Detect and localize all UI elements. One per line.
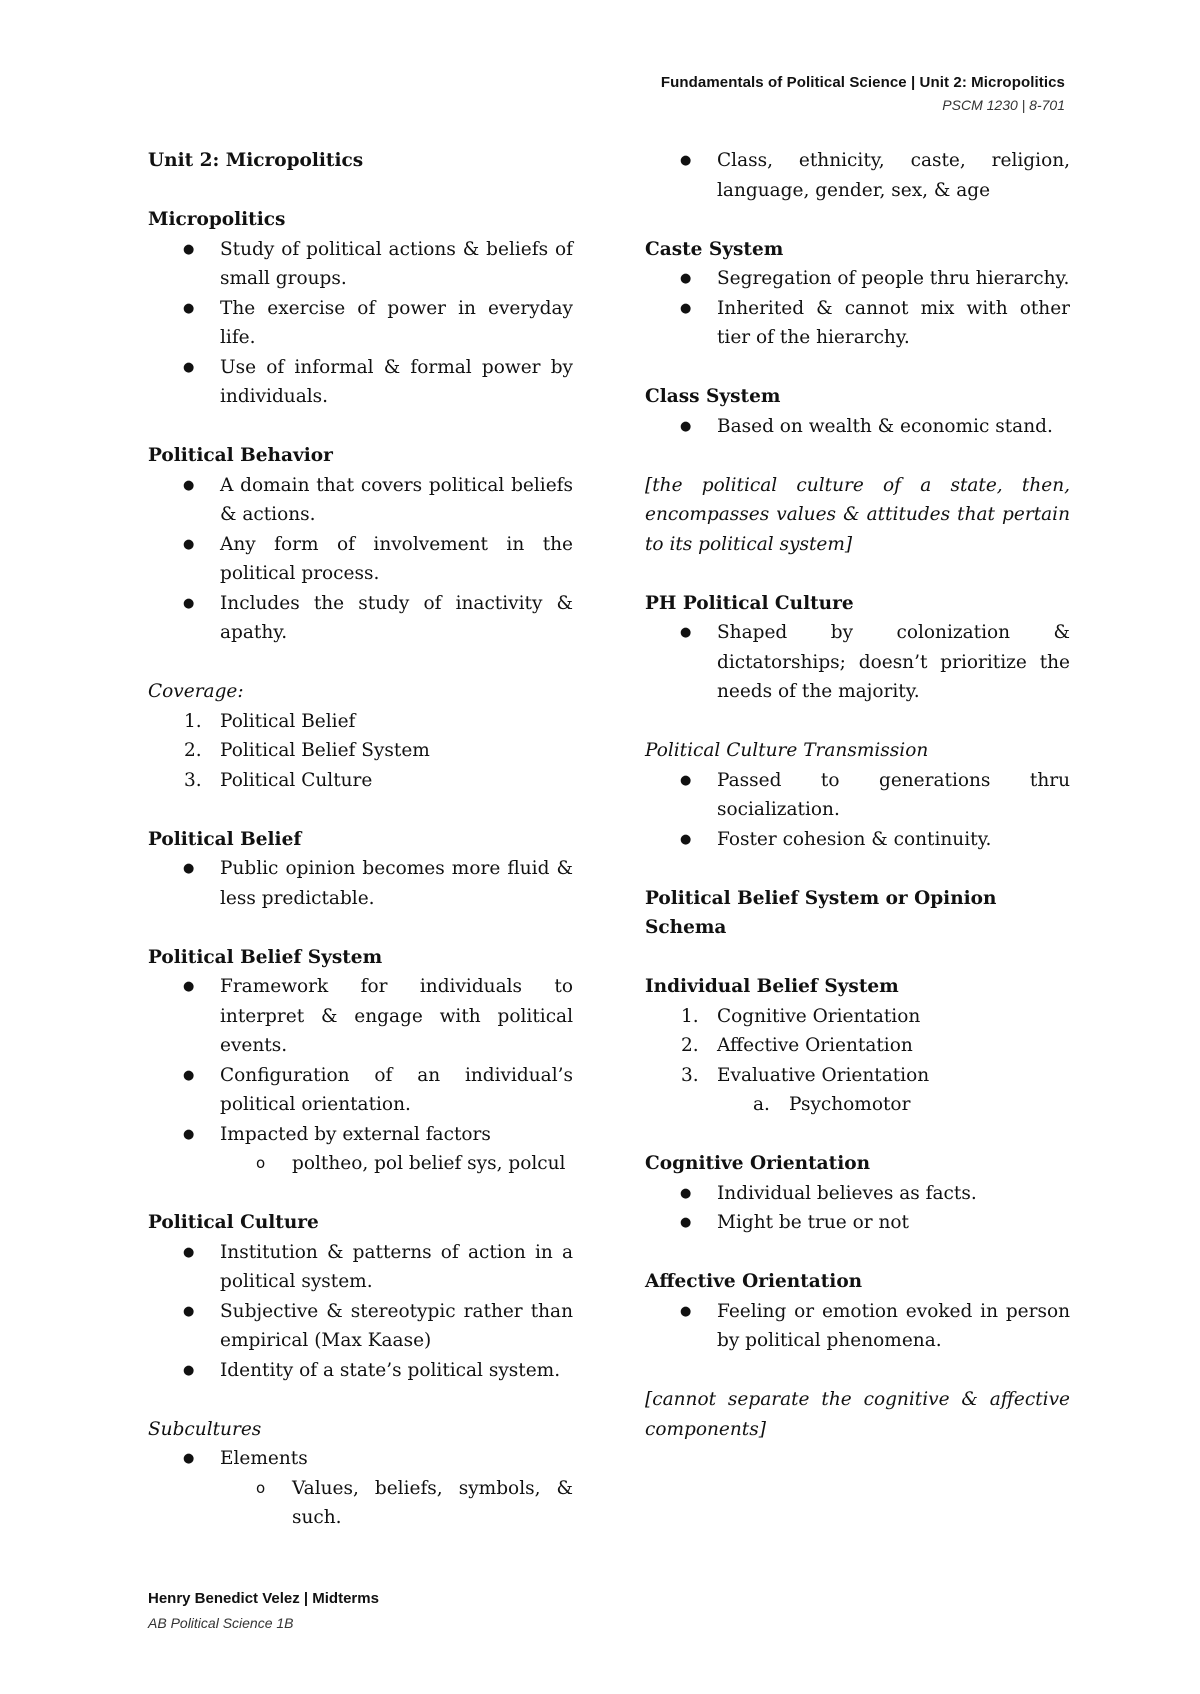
unit-title: Unit 2: Micropolitics <box>148 150 364 171</box>
right-column <box>645 146 1070 1444</box>
list-item: ● Segregation of people thru hierarchy. <box>645 264 1070 294</box>
list-text: Affective Orientation <box>717 1035 913 1056</box>
course-code: PSCM 1230 | 8-701 <box>942 97 1065 113</box>
author-line: Henry Benedict Velez | Midterms <box>148 1590 379 1607</box>
list-item: ● Subjective & stereotypic rather than empirical (Max Kaase) <box>148 1297 573 1356</box>
list-number: 3. <box>184 769 202 791</box>
heading-micropolitics: Micropolitics <box>148 209 286 230</box>
list-item: ● Feeling or emotion evoked in person by political phenomena. <box>645 1297 1070 1356</box>
sub-list-item: o Values, beliefs, symbols, & such. <box>148 1474 573 1533</box>
list-text: Cognitive Orientation <box>717 1005 921 1027</box>
belief-system-list <box>148 972 573 1149</box>
list-item: ● Class, ethnicity, caste, religion, language, gender, sex, & age <box>645 146 1070 205</box>
list-item: ● Based on wealth & economic stand. <box>645 412 1070 442</box>
program-line: AB Political Science 1B <box>148 1615 294 1631</box>
list-number: 3. <box>681 1064 699 1086</box>
heading-opinion-schema: Political Belief System or Opinion Schema <box>645 887 997 938</box>
class-list <box>645 412 1070 442</box>
list-text: Political Culture <box>220 769 373 791</box>
heading-affective-orientation: Affective Orientation <box>645 1271 863 1292</box>
heading-political-behavior: Political Behavior <box>148 445 333 466</box>
page-footer <box>148 1590 379 1631</box>
list-item <box>645 1002 1070 1032</box>
culture-list <box>148 1238 573 1386</box>
heading-caste-system: Caste System <box>645 238 784 260</box>
list-number: 1. <box>681 1005 699 1027</box>
list-item <box>148 766 573 796</box>
note-political-culture: [the political culture of a state, then, encompasses values & attitudes that pertain to its political system] <box>645 474 1070 555</box>
list-item: ● Individual believes as facts. <box>645 1179 1070 1209</box>
list-item: ● Identity of a state’s political system. <box>148 1356 573 1386</box>
list-item: ● The exercise of power in everyday life. <box>148 294 573 353</box>
coverage-label: Coverage: <box>148 681 244 702</box>
page-header <box>661 74 1065 113</box>
individual-belief-list <box>645 1002 1070 1091</box>
list-item <box>645 1061 1070 1091</box>
affective-list <box>645 1297 1070 1356</box>
heading-political-belief: Political Belief <box>148 828 302 850</box>
list-item: ● Institution & patterns of action in a political system. <box>148 1238 573 1297</box>
list-item: ● Shaped by colonization & dictatorships; doesn’t prioritize the needs of the majority. <box>645 618 1070 707</box>
list-item: ● Impacted by external factors <box>148 1120 573 1150</box>
transmission-list <box>645 766 1070 855</box>
coverage-list <box>148 707 573 796</box>
behavior-list <box>148 471 573 648</box>
sub-list-item: o poltheo, pol belief sys, polcul <box>148 1149 573 1179</box>
list-item: ● Includes the study of inactivity & apathy. <box>148 589 573 648</box>
heading-individual-belief-system: Individual Belief System <box>645 976 899 997</box>
list-item: ● Any form of involvement in the political process. <box>148 530 573 589</box>
course-title: Fundamentals of Political Science | Unit 2: Micropolitics <box>660 74 1065 91</box>
list-number: 2. <box>681 1035 699 1056</box>
left-column <box>148 146 573 1533</box>
belief-list <box>148 854 573 913</box>
list-text: Political Belief <box>220 710 356 732</box>
note-cognitive-affective: [cannot separate the cognitive & affective components] <box>645 1389 1070 1440</box>
list-item: ● Study of political actions & beliefs of small groups. <box>148 235 573 294</box>
subcultures-label: Subcultures <box>148 1418 262 1440</box>
list-item: ● Might be true or not <box>645 1208 1070 1238</box>
list-text: Evaluative Orientation <box>717 1064 930 1086</box>
list-item <box>148 707 573 737</box>
list-text: Psychomotor <box>789 1094 911 1115</box>
list-number: 2. <box>184 740 202 761</box>
list-item: ● Passed to generations thru socialization. <box>645 766 1070 825</box>
list-letter: a. <box>753 1094 770 1115</box>
sub-list-item <box>645 1090 1070 1120</box>
subcultures-continued-list <box>645 146 1070 205</box>
heading-cognitive-orientation: Cognitive Orientation <box>645 1153 871 1174</box>
list-item: ● Foster cohesion & continuity. <box>645 825 1070 855</box>
list-item: ● Configuration of an individual’s political orientation. <box>148 1061 573 1120</box>
list-item: ● Inherited & cannot mix with other tier of the hierarchy. <box>645 294 1070 353</box>
heading-ph-political-culture: PH Political Culture <box>645 592 854 614</box>
list-item <box>645 1031 1070 1061</box>
heading-political-culture: Political Culture <box>148 1212 319 1233</box>
belief-system-sublist <box>148 1149 573 1179</box>
heading-political-belief-system: Political Belief System <box>148 946 383 968</box>
individual-belief-sublist <box>645 1090 1070 1120</box>
list-item: ● A domain that covers political beliefs & actions. <box>148 471 573 530</box>
transmission-label: Political Culture Transmission <box>645 740 929 761</box>
cognitive-list <box>645 1179 1070 1238</box>
list-item: ● Framework for individuals to interpret & engage with political events. <box>148 972 573 1061</box>
list-item: ● Public opinion becomes more fluid & less predictable. <box>148 854 573 913</box>
caste-list <box>645 264 1070 353</box>
micropolitics-list <box>148 235 573 412</box>
list-item: ● Use of informal & formal power by individuals. <box>148 353 573 412</box>
list-item <box>148 736 573 766</box>
list-item: ● Elements <box>148 1444 573 1474</box>
heading-class-system: Class System <box>645 386 781 407</box>
subcultures-sublist <box>148 1474 573 1533</box>
list-number: 1. <box>184 710 202 732</box>
list-text: Political Belief System <box>220 740 430 761</box>
ph-culture-list <box>645 618 1070 707</box>
subcultures-list <box>148 1444 573 1474</box>
